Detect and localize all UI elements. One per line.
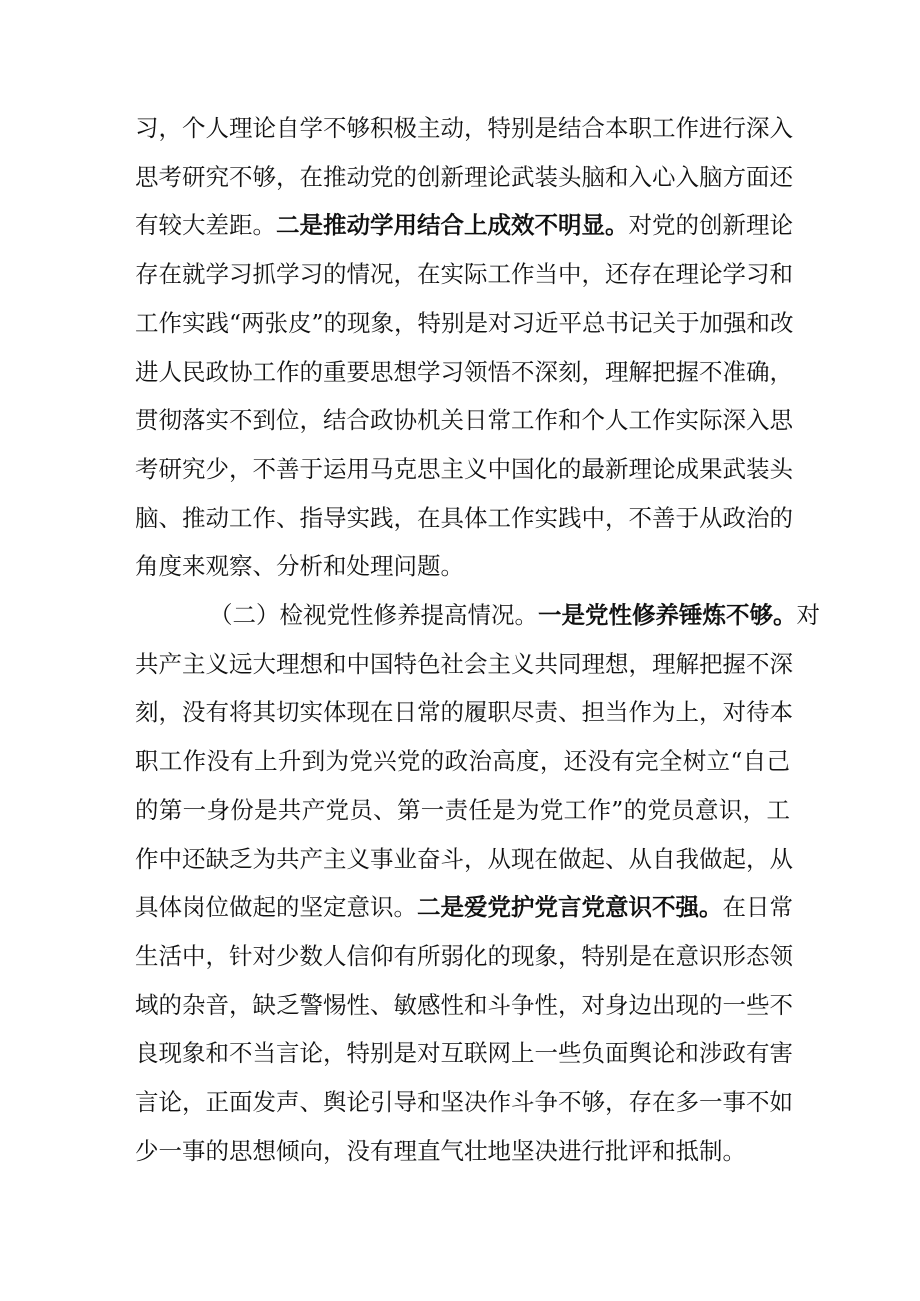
text-run: 对党的创新理论 xyxy=(628,211,793,240)
text-run: 职工作没有上升到为党兴党的政治高度，还没有完全树立“自己 xyxy=(135,747,790,776)
text-run: 刻，没有将其切实体现在日常的履职尽责、担当作为上，对待本 xyxy=(135,698,793,727)
bold-heading-run: 二是推动学用结合上成效不明显。 xyxy=(276,211,629,240)
text-line xyxy=(135,786,790,835)
text-run: 脑、推动工作、指导实践，在具体工作实践中，不善于从政治的 xyxy=(135,503,793,532)
text-line xyxy=(135,835,793,884)
text-run: 生活中，针对少数人信仰有所弱化的现象，特别是在意识形态领 xyxy=(135,941,793,970)
text-run: 言论，正面发声、舆论引导和坚决作斗争不够，存在多一事不如 xyxy=(135,1088,793,1117)
text-run: 有较大差距。 xyxy=(135,211,276,240)
text-line xyxy=(135,688,793,737)
text-run: 共产主义远大理想和中国特色社会主义共同理想，理解把握不深 xyxy=(135,649,793,678)
text-run: 具体岗位做起的坚定意识。 xyxy=(135,893,417,922)
text-run: 工作实践“两张皮”的现象，特别是对习近平总书记关于加强和改 xyxy=(135,308,794,337)
text-line xyxy=(135,396,793,445)
text-run: 考研究少，不善于运用马克思主义中国化的最新理论成果武装头 xyxy=(135,454,793,483)
document-body xyxy=(135,104,820,1175)
text-line xyxy=(135,640,793,689)
text-run: 域的杂音，缺乏警惕性、敏感性和斗争性，对身边出现的一些不 xyxy=(135,990,793,1019)
text-run: （二）检视党性修养提高情况。 xyxy=(209,601,538,630)
text-run: 进人民政协工作的重要思想学习领悟不深刻，理解把握不准确， xyxy=(135,357,793,386)
text-run: 良现象和不当言论，特别是对互联网上一些负面舆论和涉政有害 xyxy=(135,1039,793,1068)
text-run: 角度来观察、分析和处理问题。 xyxy=(135,552,464,581)
text-line xyxy=(135,981,793,1030)
bold-heading-run: 一是党性修养锤炼不够。 xyxy=(538,601,797,630)
text-line xyxy=(135,445,793,494)
text-run: 对 xyxy=(796,601,820,630)
text-line xyxy=(135,932,793,981)
text-run: 在日常 xyxy=(722,893,793,922)
text-line xyxy=(135,104,793,153)
text-line xyxy=(135,299,794,348)
text-run: 少一事的思想倾向，没有理直气壮地坚决进行批评和抵制。 xyxy=(135,1136,746,1165)
text-line xyxy=(135,348,793,397)
paragraph-party-spirit xyxy=(135,591,820,1175)
text-line xyxy=(135,494,793,543)
text-line xyxy=(135,1029,793,1078)
text-line xyxy=(135,591,820,640)
text-run: 作中还缺乏为共产主义事业奋斗，从现在做起、从自我做起，从 xyxy=(135,844,793,873)
text-line xyxy=(135,1078,793,1127)
text-run: 思考研究不够，在推动党的创新理论武装头脑和入心入脑方面还 xyxy=(135,162,793,191)
text-run: 存在就学习抓学习的情况，在实际工作当中，还存在理论学习和 xyxy=(135,260,793,289)
text-line xyxy=(135,883,793,932)
text-run: 习，个人理论自学不够积极主动，特别是结合本职工作进行深入 xyxy=(135,114,793,142)
text-line xyxy=(135,201,793,250)
text-line xyxy=(135,153,793,202)
text-line xyxy=(135,1127,790,1176)
text-line xyxy=(135,542,790,591)
text-run: 的第一身份是共产党员、第一责任是为党工作”的党员意识，工 xyxy=(135,795,790,824)
text-run: 贯彻落实不到位，结合政协机关日常工作和个人工作实际深入思 xyxy=(135,406,793,435)
bold-heading-run: 二是爱党护党言党意识不强。 xyxy=(417,893,723,922)
text-line xyxy=(135,737,790,786)
text-line xyxy=(135,250,793,299)
paragraph-ideology-study xyxy=(135,104,794,591)
